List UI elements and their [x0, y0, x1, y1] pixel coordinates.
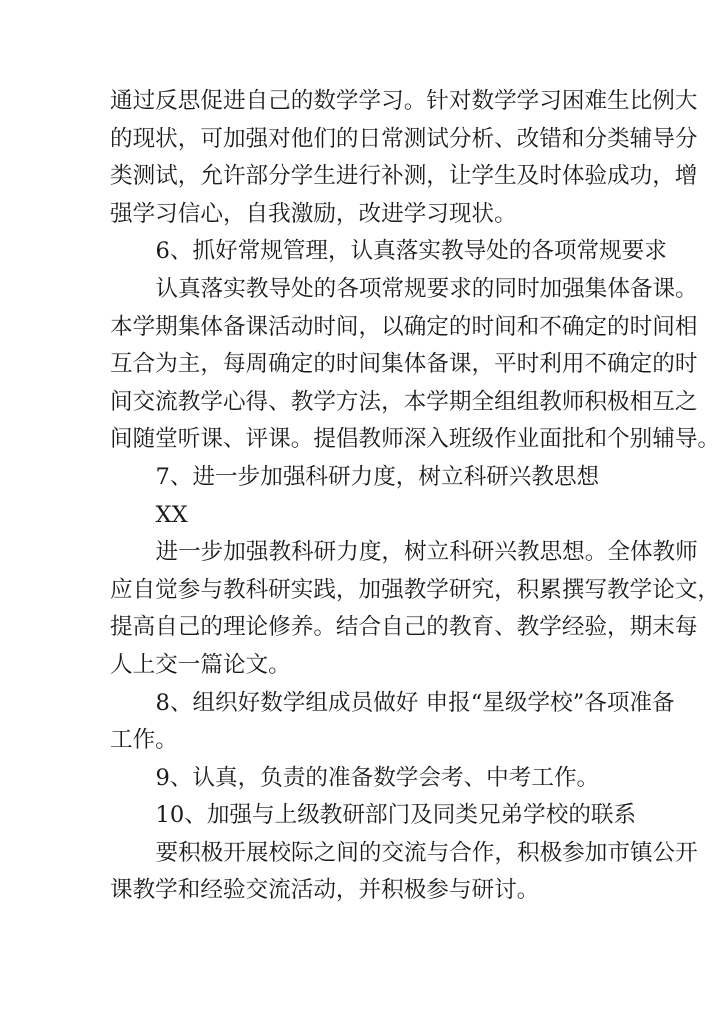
- text-line: 人上交一篇论文。: [110, 651, 291, 678]
- text-line: 提高自己的理论修养。结合自己的教育、教学经验，期末每: [110, 614, 698, 641]
- text-line: 认真落实教导处的各项常规要求的同时加强集体备课。: [155, 275, 698, 302]
- text-line: 进一步加强教科研力度，树立科研兴教思想。全体教师: [155, 539, 698, 566]
- text-line: 课教学和经验交流活动，并积极参与研讨。: [110, 877, 540, 904]
- section-heading-9: 9、认真，负责的准备数学会考、中考工作。: [155, 764, 600, 791]
- section-heading-6: 6、抓好常规管理，认真落实教导处的各项常规要求: [155, 238, 667, 265]
- document-page: [110, 83, 720, 910]
- text-line: 通过反思促进自己的数学学习。针对数学学习困难生比例大: [110, 88, 698, 114]
- text-line: 本学期集体备课活动时间，以确定的时间和不确定的时间相: [110, 313, 698, 340]
- text-line: 要积极开展校际之间的交流与合作，积极参加市镇公开: [155, 839, 698, 866]
- text-line: 应自觉参与教科研实践，加强教学研究，积累撰写教学论文，: [110, 576, 720, 603]
- text-line: 间随堂听课、评课。提倡教师深入班级作业面批和个别辅导。: [110, 426, 720, 453]
- text-line: 强学习信心，自我激励，改进学习现状。: [110, 200, 517, 227]
- text-line: 工作。: [110, 727, 178, 754]
- text-line: 互合为主，每周确定的时间集体备课，平时利用不确定的时: [110, 351, 698, 378]
- section-heading-10: 10、加强与上级教研部门及同类兄弟学校的联系: [155, 802, 637, 829]
- text-line: 的现状，可加强对他们的日常测试分析、改错和分类辅导分: [110, 125, 698, 152]
- text-line: 类测试，允许部分学生进行补测，让学生及时体验成功，增: [110, 163, 698, 190]
- placeholder-text: XX: [155, 501, 188, 528]
- section-heading-7: 7、进一步加强科研力度，树立科研兴教思想: [155, 463, 600, 490]
- text-line: 间交流教学心得、教学方法，本学期全组组教师积极相互之: [110, 388, 698, 415]
- section-heading-8: 8、组织好数学组成员做好 申报“星级学校”各项准备: [155, 689, 675, 716]
